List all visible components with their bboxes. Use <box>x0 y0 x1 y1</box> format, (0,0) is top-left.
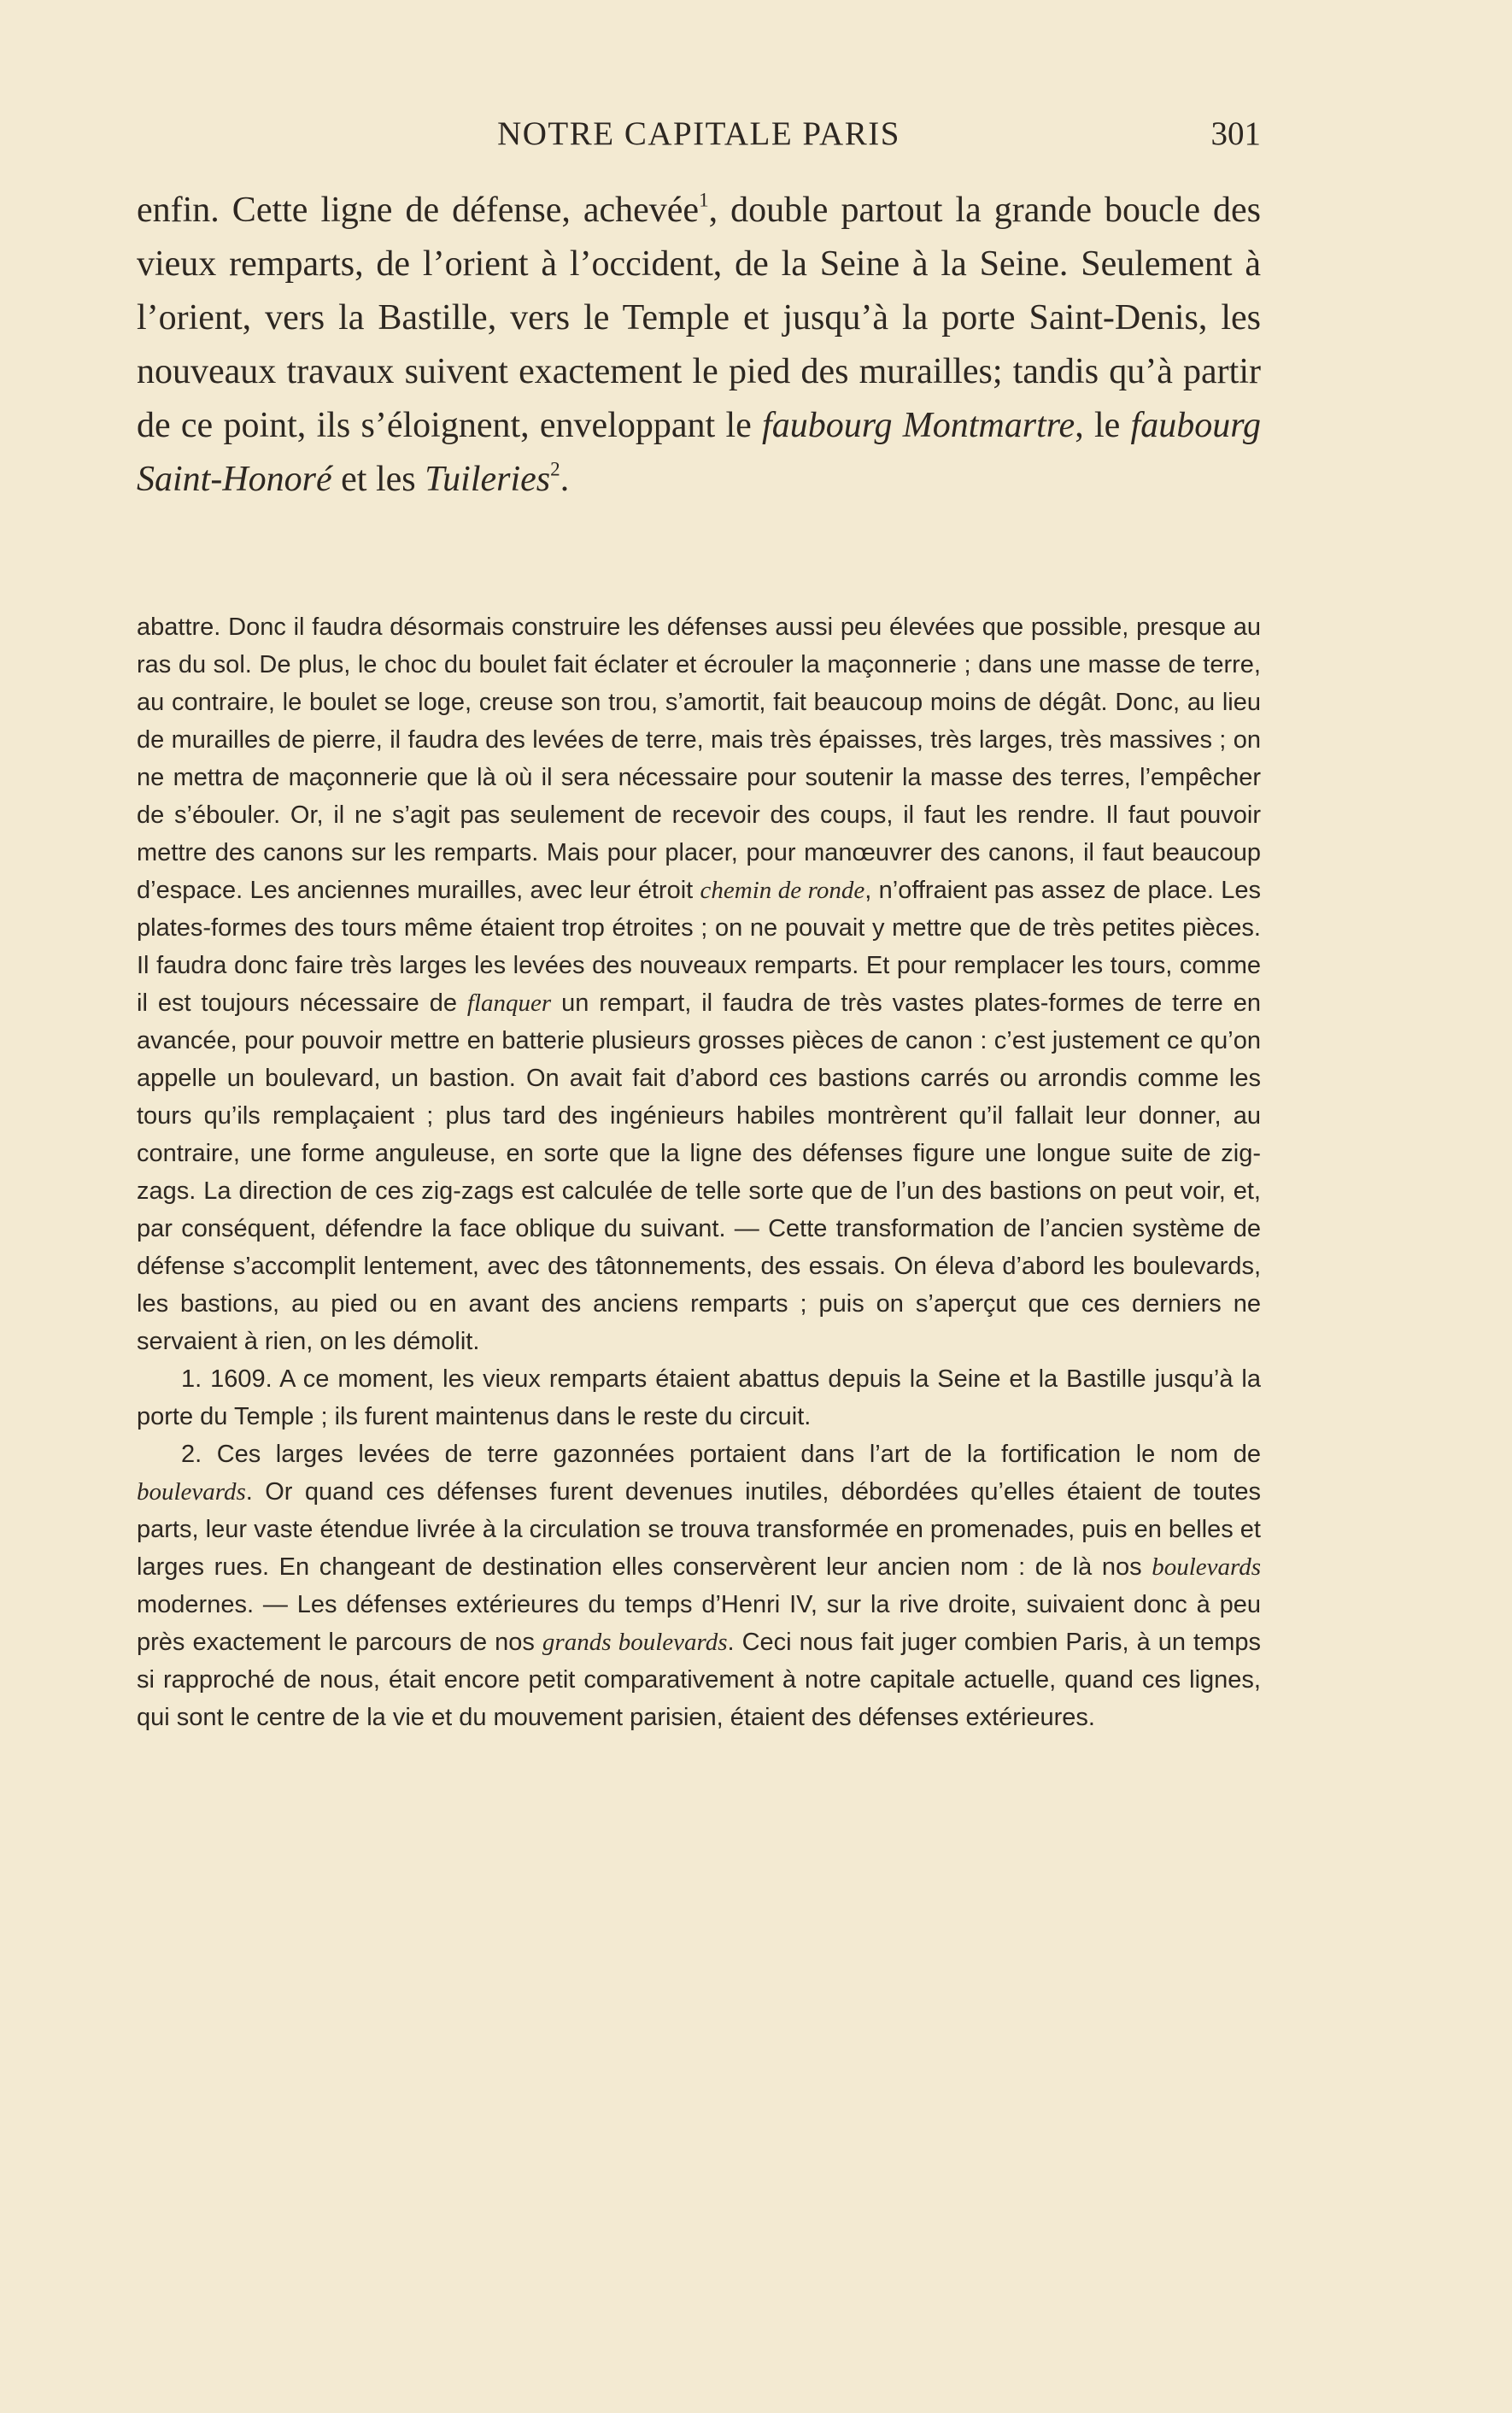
footnote-1: 1. 1609. A ce moment, les vieux remparts étaient abattus depuis la Seine et la Bastille jusqu’à la porte du Temple ; ils furent maintenus dans le reste du circuit. <box>137 1365 1261 1430</box>
italic-boulevards: boulevards <box>137 1478 246 1506</box>
notes-section <box>137 608 1261 1736</box>
note-text-run: , n’offraient pas assez de place. Les plates-formes des tours même étaient trop étroites ; on ne pouvait y mettre que de très petites pièces. Il faudra donc faire très larges les levées des nouveaux remparts. Et pour remplacer les tours, comme il est toujours nécessaire de <box>137 877 1261 1017</box>
italic-flanquer: flanquer <box>466 989 552 1017</box>
running-head <box>137 113 1261 156</box>
note-continuation <box>137 608 1261 1360</box>
italic-boulevards-2: boulevards <box>1152 1553 1261 1581</box>
running-title: NOTRE CAPITALE PARIS <box>497 115 900 152</box>
main-text-run: . <box>560 460 570 499</box>
main-text-run: , double partout la grande boucle des vieux remparts, de l’orient à l’occident, de la Seine à la Seine. Seulement à l’orient, vers la Bastille, vers le Temple et jusqu’à la porte Saint-Denis, les nouveaux travaux suivent exactement le pied des murailles; tandis qu’à partir de ce point, ils s’éloignent, enveloppant le <box>137 191 1261 445</box>
note-text-run: un rempart, il faudra de très vastes plates-formes de terre en avancée, pour pouvoir mettre en batterie plusieurs grosses pièces de canon : c’est justement ce qu’on appelle un boulevard, un bastion. On avait fait d’abord ces bastions carrés ou arrondis comme les tours qu’ils remplaçaient ; plus tard des ingénieurs habiles montrèrent qu’il fallait leur donner, au contraire, une forme anguleuse, en sorte que la ligne des défenses figure une longue suite de zig-zags. La direction de ces zig-zags est calculée de telle sorte que de l’un des bastions on peut voir, et, par conséquent, défendre la face oblique du suivant. — Cette transformation de l’ancien système de défense s’accomplit lentement, avec des tâtonnements, des essais. On éleva d’abord les boulevards, les bastions, au pied ou en avant des anciens remparts ; puis on s’aperçut que ces derniers ne servaient à rien, on les démolit. <box>137 989 1261 1355</box>
main-text-run: enfin. Cette ligne de défense, achevée <box>137 191 700 230</box>
note-text-run: . Or quand ces défenses furent devenues inutiles, débordées qu’elles étaient de toutes parts, leur vaste étendue livrée à la circulation se trouva transformée en promenades, puis en belles et larges rues. En changeant de destination elles conservèrent leur ancien nom : de là nos <box>137 1478 1261 1581</box>
note-text-run: abattre. Donc il faudra désormais construire les défenses aussi peu élevées que possible, presque au ras du sol. De plus, le choc du boulet fait éclater et écrouler la maçonnerie ; dans une masse de terre, au contraire, le boulet se loge, creuse son trou, s’amortit, fait beaucoup moins de dégât. Donc, au lieu de murailles de pierre, il faudra des levées de terre, mais très épaisses, très larges, très massives ; on ne mettra de maçonnerie que là où il sera nécessaire pour soutenir la masse des terres, l’empêcher de s’ébouler. Or, il ne s’agit pas seulement de recevoir des coups, il faut les rendre. Il faut pouvoir mettre des canons sur les remparts. Mais pour placer, pour manœuvrer des canons, il faut beaucoup d’espace. Les anciennes murailles, avec leur étroit <box>137 614 1261 904</box>
note-text-run: modernes. — Les défenses extérieures du temps d’Henri IV, sur la rive droite, suivaient donc à peu près exactement le parcours de nos <box>137 1591 1261 1656</box>
main-text <box>137 184 1261 507</box>
italic-faubourg-saint-honore: faubourg Saint-Honoré <box>137 406 1262 499</box>
main-paragraph <box>137 184 1261 507</box>
main-text-run: , le <box>1075 406 1131 445</box>
italic-grands-boulevards: grands boulevards <box>542 1629 728 1656</box>
note-text-run: 2. Ces larges levées de terre gazonnées portaient dans l’art de la fortification le nom de <box>181 1441 1261 1468</box>
italic-tuileries: Tuileries <box>425 460 551 499</box>
footnote-ref-2: 2 <box>550 457 560 480</box>
footnote-2 <box>137 1435 1261 1736</box>
note-text-run: . Ceci nous fait juger combien Paris, à un temps si rapproché de nous, était encore petit comparativement à notre capitale actuelle, quand ces lignes, qui sont le centre de la vie et du mouvement parisien, étaient des défenses extérieures. <box>137 1629 1261 1731</box>
italic-chemin-de-ronde: chemin de ronde <box>700 877 865 904</box>
footnote-ref-1: 1 <box>699 188 709 211</box>
page-number: 301 <box>1210 115 1261 152</box>
italic-faubourg-montmartre: faubourg Montmartre <box>762 406 1075 445</box>
main-text-run: et les <box>331 460 425 499</box>
